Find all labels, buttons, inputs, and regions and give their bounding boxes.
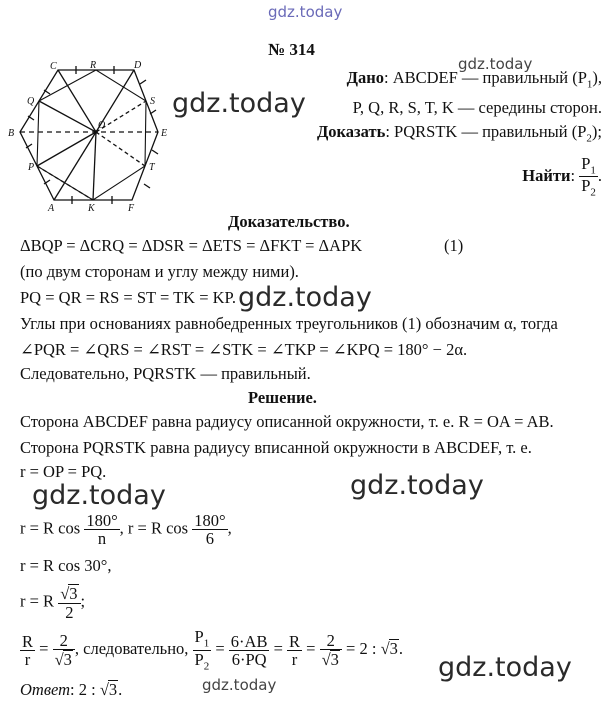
hexagon-abcdef [20, 70, 158, 200]
proof-line-6: Следовательно, PQRSTK — правильный. [20, 364, 311, 383]
given-line-1: Дано: ABCDEF — правильный $(P_1)$, [346, 68, 602, 91]
svg-text:C: C [50, 61, 57, 72]
solution-line-2: Сторона PQRSTK равна радиусу вписанной окружности в ABCDEF, т. е. [20, 438, 532, 457]
svg-text:T: T [149, 162, 155, 173]
proof-line-3: PQ = QR = RS = ST = TK = KP. [20, 288, 237, 307]
given-line-4: Найти: $\frac{P_1}{P_2}$ . [522, 153, 602, 199]
formula-2: r = R cos 30°, [20, 556, 112, 575]
hexagon-figure [6, 60, 176, 212]
solution-line-3: r = OP = PQ. [20, 462, 107, 481]
proof-line-2: (по двум сторонам и углу между ними). [20, 262, 299, 281]
watermark-right-title: gdz.today [458, 55, 533, 73]
svg-text:R: R [90, 60, 97, 71]
proof-line-4: Углы при основаниях равнобедренных треугольников (1) обозначим α, тогда [20, 314, 558, 333]
solution-line-1: Сторона ABCDEF равна радиусу описанной окружности, т. е. R = OA = AB. [20, 412, 554, 431]
svg-text:O: O [98, 120, 106, 131]
solution-heading: Решение. [248, 388, 317, 407]
given-block [317, 66, 602, 199]
svg-text:F: F [128, 203, 135, 212]
proof-line-5: ∠PQR = ∠QRS = ∠RST = ∠STK = ∠TKP = ∠KPQ = 180° − 2α. [20, 340, 468, 359]
proof-heading: Доказательство. [228, 212, 350, 231]
watermark-big-2: gdz.today [238, 282, 372, 313]
proof-line-1-number: (1) [444, 236, 464, 255]
problem-title: № 314 [268, 40, 315, 59]
formula-1: r = R cos $\frac{180^\circ}{n}$ , r = R cos $\frac{180^\circ}{6}$ , [20, 511, 232, 549]
svg-text:Q: Q [27, 96, 35, 107]
watermark-big-4: gdz.today [350, 470, 484, 501]
formula-3: r = R $\frac{√3}{2}$ ; [20, 584, 86, 623]
svg-text:A: A [48, 203, 55, 212]
proof-line-1: ΔBQP = ΔCRQ = ΔDSR = ΔETS = ΔFKT = ΔAPK [20, 236, 363, 255]
given-line-2: P, Q, R, S, T, K — середины сторон. [352, 98, 602, 118]
watermark-small-bottom: gdz.today [202, 676, 277, 694]
given-line-3: Доказать: PQRSTK — правильный $(P_2)$; [316, 122, 602, 145]
watermark-big-3: gdz.today [32, 480, 166, 511]
answer-line: Ответ: 2 : √3. [20, 680, 123, 699]
svg-text:E: E [161, 128, 168, 139]
formula-4: $\frac{R}{r}$ = $\frac{2}{√3}$ , следовательно, $\frac{P_1}{P_2}$ = $\frac{6\cdot AB}{6\cdot PQ}$ = $\frac{R}{r}$ = $\frac{2}{√3}$ = 2 : √3. [22, 627, 403, 673]
svg-text:B: B [8, 128, 15, 139]
svg-text:P: P [28, 162, 35, 173]
svg-text:D: D [134, 60, 142, 71]
watermark-top: gdz.today [268, 3, 343, 21]
svg-text:K: K [88, 203, 95, 212]
svg-text:S: S [150, 96, 155, 107]
watermark-big-5: gdz.today [438, 652, 572, 683]
watermark-big-1: gdz.today [172, 88, 306, 119]
